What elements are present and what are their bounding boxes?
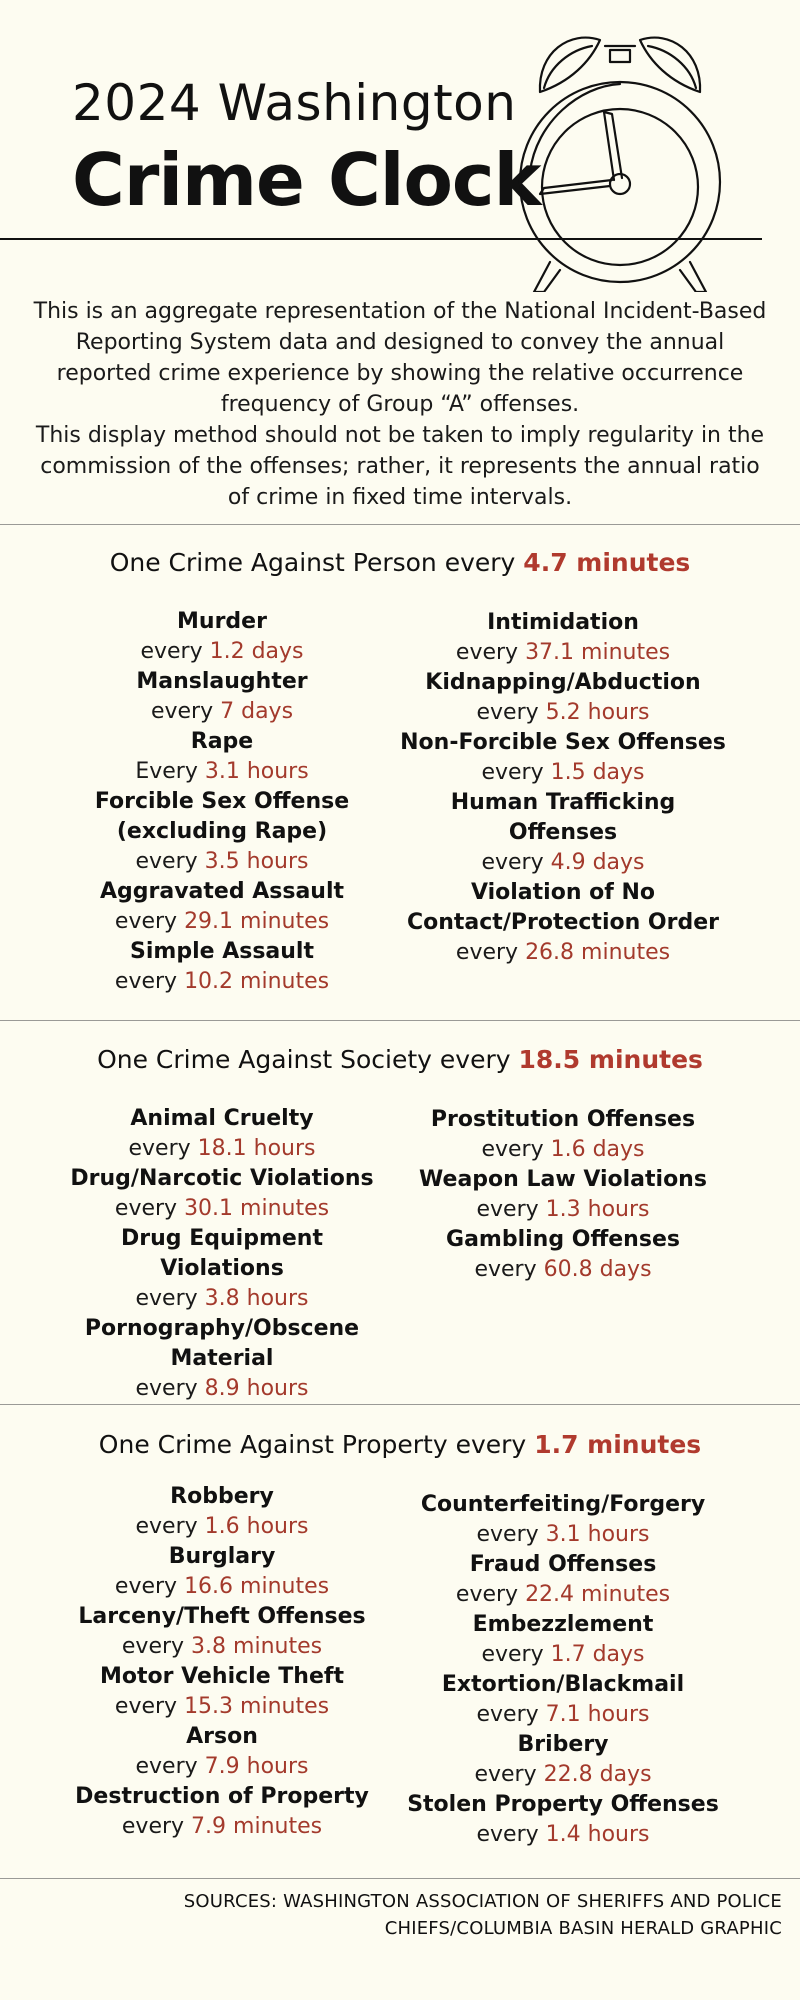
heading-value: 4.7 minutes — [523, 548, 691, 577]
offense-name: Pornography/Obscene Material — [84, 1316, 360, 1371]
offense-name: Weapon Law Violations — [419, 1167, 707, 1192]
frequency-prefix: every — [455, 940, 519, 965]
offense-frequency — [62, 757, 382, 787]
title-line-1: 2024 Washington — [72, 74, 517, 132]
offense-name: Destruction of Property — [75, 1784, 369, 1809]
offense-name: Drug/Narcotic Violations — [70, 1166, 374, 1191]
frequency-prefix: every — [476, 1522, 539, 1547]
frequency-prefix: every — [476, 1702, 539, 1727]
offense-frequency — [398, 1640, 728, 1670]
offense-frequency — [62, 1194, 382, 1224]
frequency-value: 3.8 minutes — [191, 1634, 323, 1659]
society-left-column — [62, 1104, 382, 1404]
offense-name: Larceny/Theft Offenses — [78, 1604, 366, 1629]
frequency-value: 16.6 minutes — [184, 1574, 330, 1599]
offense-frequency — [398, 1760, 728, 1790]
frequency-value: 7.9 minutes — [191, 1814, 323, 1839]
society-section-heading — [0, 1045, 800, 1074]
frequency-value: 1.2 days — [209, 639, 304, 664]
frequency-prefix: every — [455, 1582, 519, 1607]
offense-frequency — [62, 637, 382, 667]
frequency-value: 3.5 hours — [204, 849, 309, 874]
frequency-value: 10.2 minutes — [184, 969, 330, 994]
offense-name: Forcible Sex Offense (excluding Rape) — [94, 789, 350, 844]
section-divider — [0, 1878, 800, 1879]
heading-label: One Crime Against Person every — [109, 548, 516, 577]
offense-name: Extortion/Blackmail — [441, 1672, 685, 1697]
heading-value: 18.5 minutes — [518, 1045, 703, 1074]
frequency-prefix: every — [128, 1136, 191, 1161]
frequency-value: 7 days — [220, 699, 294, 724]
frequency-prefix: every — [135, 1376, 198, 1401]
frequency-prefix: every — [121, 1814, 185, 1839]
frequency-prefix: every — [114, 1196, 178, 1221]
offense-name: Intimidation — [487, 610, 639, 635]
frequency-prefix: every — [476, 700, 539, 725]
frequency-prefix: every — [481, 760, 544, 785]
offense-frequency — [62, 1692, 382, 1722]
offense-name: Bribery — [517, 1732, 609, 1757]
frequency-prefix: every — [114, 909, 178, 934]
frequency-prefix: every — [481, 1642, 544, 1667]
offense-name: Drug Equipment Violations — [121, 1226, 323, 1281]
section-divider — [0, 1020, 800, 1021]
frequency-value: 1.7 days — [550, 1642, 645, 1667]
offense-frequency — [62, 1374, 382, 1404]
property-section-heading — [0, 1430, 800, 1459]
offense-name: Manslaughter — [136, 669, 308, 694]
title-line-2: Crime Clock — [72, 138, 541, 222]
offense-name: Motor Vehicle Theft — [100, 1664, 344, 1689]
offense-frequency — [62, 847, 382, 877]
property-right-column — [398, 1490, 728, 1850]
sources-credit — [184, 1888, 782, 1942]
offense-frequency — [398, 1255, 728, 1285]
frequency-value: 1.4 hours — [545, 1822, 650, 1847]
frequency-value: 4.9 days — [550, 850, 645, 875]
offense-name: Robbery — [170, 1484, 274, 1509]
frequency-prefix: every — [121, 1634, 185, 1659]
frequency-prefix: every — [481, 1137, 544, 1162]
offense-name: Non-Forcible Sex Offenses — [400, 730, 726, 755]
frequency-value: 37.1 minutes — [525, 640, 671, 665]
frequency-value: 22.8 days — [543, 1762, 652, 1787]
offense-name: Fraud Offenses — [469, 1552, 657, 1577]
offense-name: Counterfeiting/Forgery — [420, 1492, 706, 1517]
offense-frequency — [398, 848, 728, 878]
intro-text — [30, 296, 770, 513]
frequency-prefix: every — [135, 849, 198, 874]
offense-frequency — [62, 1512, 382, 1542]
sources-line-1: SOURCES: WASHINGTON ASSOCIATION OF SHERIFFS AND POLICE — [183, 1891, 782, 1912]
person-right-column — [398, 608, 728, 968]
offense-name: Kidnapping/Abduction — [425, 670, 701, 695]
intro-paragraph-1: This is an aggregate representation of the National Incident-Based Reporting System data and designed to convey the annual reported crime experience by showing the relative occurrence frequency of Group “A” offenses. — [33, 299, 767, 417]
frequency-value: 1.5 days — [550, 760, 645, 785]
offense-name: Prostitution Offenses — [430, 1107, 696, 1132]
frequency-value: 60.8 days — [543, 1257, 652, 1282]
offense-frequency — [398, 638, 728, 668]
offense-frequency — [398, 1135, 728, 1165]
frequency-value: 1.6 days — [550, 1137, 645, 1162]
offense-frequency — [398, 1820, 728, 1850]
offense-frequency — [62, 1632, 382, 1662]
frequency-value: 7.1 hours — [545, 1702, 650, 1727]
offense-frequency — [398, 1195, 728, 1225]
frequency-prefix: every — [135, 1514, 198, 1539]
offense-frequency — [62, 967, 382, 997]
person-left-column — [62, 607, 382, 997]
frequency-value: 15.3 minutes — [184, 1694, 330, 1719]
frequency-prefix: every — [481, 850, 544, 875]
offense-frequency — [62, 697, 382, 727]
section-divider — [0, 1404, 800, 1405]
offense-name: Aggravated Assault — [99, 879, 345, 904]
frequency-prefix: every — [114, 969, 178, 994]
offense-name: Violation of No Contact/Protection Order — [406, 880, 719, 935]
offense-frequency — [398, 938, 728, 968]
offense-frequency — [62, 1134, 382, 1164]
frequency-value: 3.8 hours — [204, 1286, 309, 1311]
frequency-value: 29.1 minutes — [184, 909, 330, 934]
offense-frequency — [398, 758, 728, 788]
offense-frequency — [62, 1284, 382, 1314]
offense-frequency — [398, 1520, 728, 1550]
section-divider — [0, 524, 800, 525]
offense-frequency — [62, 1572, 382, 1602]
offense-name: Arson — [186, 1724, 258, 1749]
frequency-prefix: every — [140, 639, 203, 664]
offense-name: Embezzlement — [472, 1612, 654, 1637]
person-section-heading — [0, 548, 800, 577]
alarm-clock-icon — [500, 22, 740, 292]
frequency-value: 26.8 minutes — [525, 940, 671, 965]
frequency-value: 3.1 hours — [204, 759, 309, 784]
frequency-prefix: every — [150, 699, 214, 724]
heading-value: 1.7 minutes — [534, 1430, 702, 1459]
frequency-value: 18.1 hours — [197, 1136, 316, 1161]
frequency-prefix: every — [455, 640, 519, 665]
offense-name: Simple Assault — [130, 939, 314, 964]
offense-name: Animal Cruelty — [130, 1106, 314, 1131]
offense-frequency — [62, 1812, 382, 1842]
frequency-prefix: every — [474, 1257, 537, 1282]
heading-label: One Crime Against Property every — [98, 1430, 527, 1459]
offense-frequency — [62, 907, 382, 937]
frequency-value: 8.9 hours — [204, 1376, 309, 1401]
frequency-prefix: every — [474, 1762, 537, 1787]
heading-label: One Crime Against Society every — [97, 1045, 511, 1074]
frequency-prefix: every — [114, 1574, 178, 1599]
frequency-value: 1.6 hours — [204, 1514, 309, 1539]
society-right-column — [398, 1105, 728, 1285]
frequency-value: 1.3 hours — [545, 1197, 650, 1222]
sources-line-2: CHIEFS/COLUMBIA BASIN HERALD GRAPHIC — [384, 1918, 782, 1939]
frequency-value: 30.1 minutes — [184, 1196, 330, 1221]
offense-name: Burglary — [168, 1544, 276, 1569]
offense-frequency — [398, 1580, 728, 1610]
offense-name: Gambling Offenses — [446, 1227, 680, 1252]
offense-frequency — [398, 1700, 728, 1730]
offense-name: Stolen Property Offenses — [407, 1792, 719, 1817]
frequency-prefix: every — [476, 1822, 539, 1847]
frequency-prefix: every — [135, 1286, 198, 1311]
frequency-prefix: every — [114, 1694, 178, 1719]
frequency-value: 5.2 hours — [545, 700, 650, 725]
frequency-value: 3.1 hours — [545, 1522, 650, 1547]
frequency-prefix: every — [135, 1754, 198, 1779]
offense-frequency — [398, 698, 728, 728]
frequency-prefix: Every — [135, 759, 198, 784]
offense-frequency — [62, 1752, 382, 1782]
offense-name: Rape — [190, 729, 254, 754]
offense-name: Murder — [177, 609, 267, 634]
intro-paragraph-2: This display method should not be taken to imply regularity in the commission of the offenses; rather, it represents the annual ratio of crime in fixed time intervals. — [35, 423, 765, 510]
frequency-prefix: every — [476, 1197, 539, 1222]
frequency-value: 7.9 hours — [204, 1754, 309, 1779]
offense-name: Human Trafficking Offenses — [450, 790, 676, 845]
property-left-column — [62, 1482, 382, 1842]
frequency-value: 22.4 minutes — [525, 1582, 671, 1607]
